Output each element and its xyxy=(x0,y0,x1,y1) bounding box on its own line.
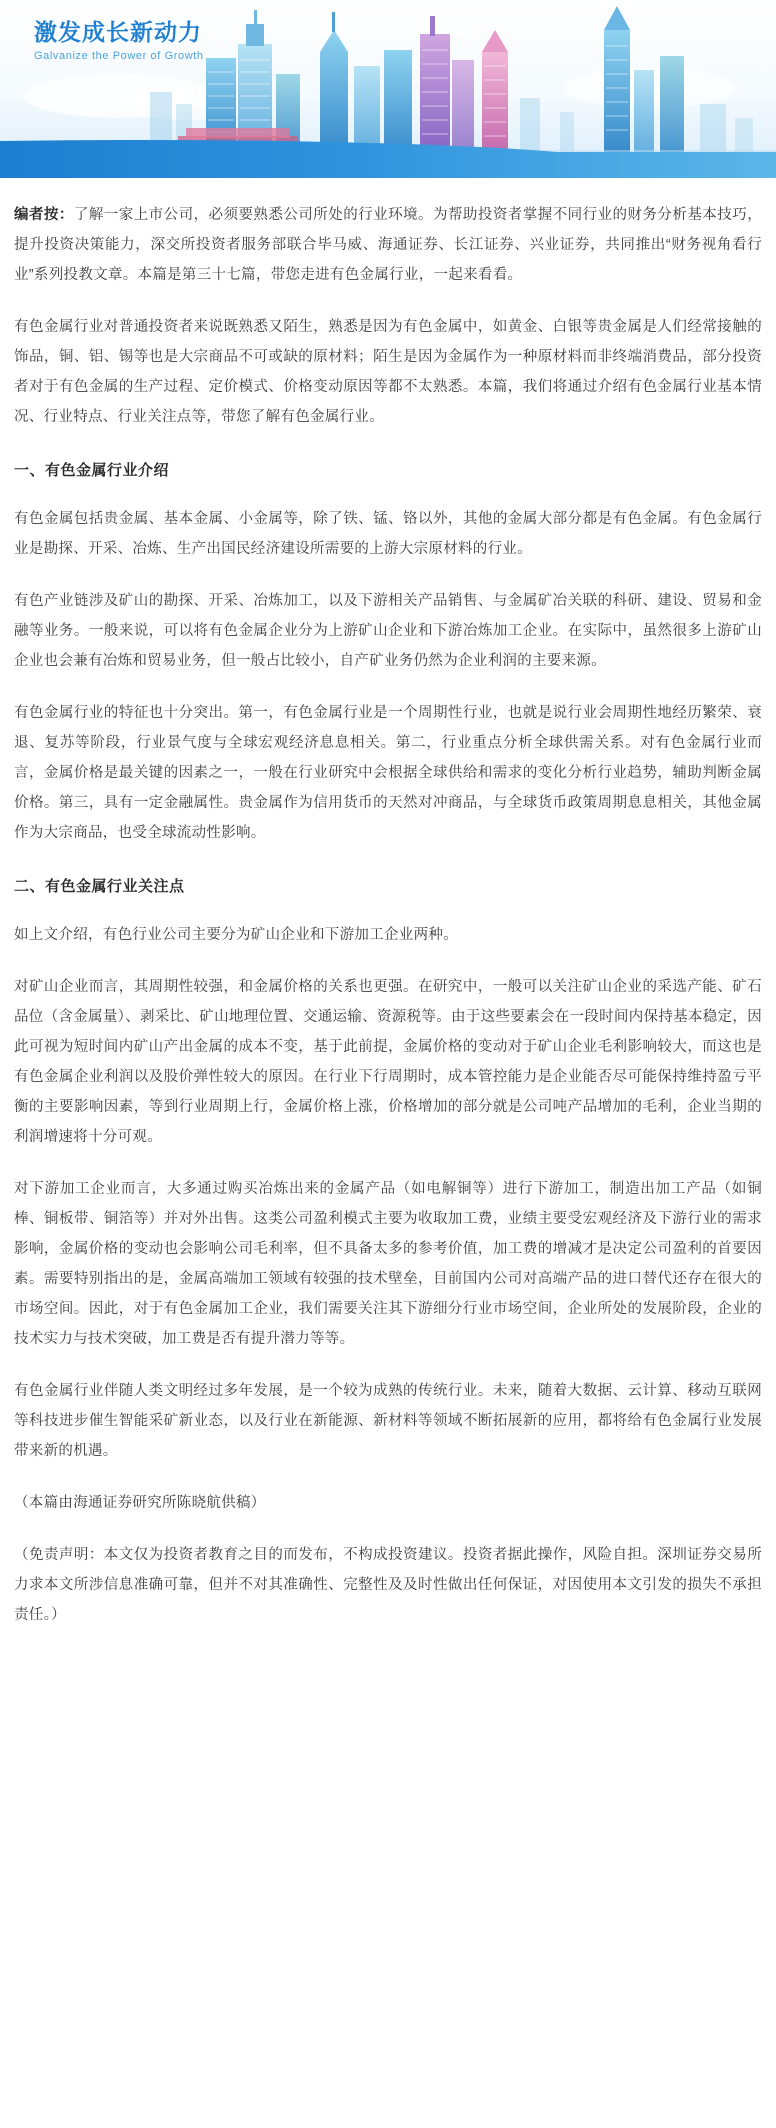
editor-note-paragraph xyxy=(14,200,762,290)
section-2-paragraph-1: 如上文介绍，有色行业公司主要分为矿山企业和下游加工企业两种。 xyxy=(14,927,458,943)
banner-bottom-bar xyxy=(0,152,776,178)
section-heading-2: 二、有色金属行业关注点 xyxy=(14,878,185,895)
section-2-paragraph-3: 对下游加工企业而言，大多通过购买冶炼出来的金属产品（如电解铜等）进行下游加工，制造出加工产品（如铜棒、铜板带、铜箔等）并对外出售。这类公司盈利模式主要为收取加工费，业绩主要受宏观经济及下游行业的需求影响，金属价格的变动也会影响公司毛利率，但不具备太多的参考价值，加工费的增减才是决定公司盈利的首要因素。需要特别指出的是，金属高端加工领域有较强的技术壁垒，目前国内公司对高端产品的进口替代还存在很大的市场空间。因此，对于有色金属加工企业，我们需要关注其下游细分行业市场空间，企业所处的发展阶段，企业的技术实力与技术突破，加工费是否有提升潜力等等。 xyxy=(14,1181,762,1347)
editor-note-text: 了解一家上市公司，必须要熟悉公司所处的行业环境。为帮助投资者掌握不同行业的财务分析基本技巧，提升投资决策能力，深交所投资者服务部联合毕马威、海通证券、长江证券、兴业证券，共同推出“财务视角看行业”系列投教文章。本篇是第三十七篇，带您走进有色金属行业，一起来看看。 xyxy=(14,207,763,283)
banner xyxy=(0,0,776,178)
editor-note-label: 编者按： xyxy=(14,207,74,223)
section-heading-1: 一、有色金属行业介绍 xyxy=(14,462,170,479)
article-content xyxy=(0,178,776,1660)
section-1-paragraph-2: 有色产业链涉及矿山的勘探、开采、冶炼加工，以及下游相关产品销售、与金属矿冶关联的科研、建设、贸易和金融等业务。一般来说，可以将有色金属企业分为上游矿山企业和下游冶炼加工企业。在实际中，虽然很多上游矿山企业也会兼有冶炼和贸易业务，但一般占比较小，自产矿业务仍然为企业利润的主要来源。 xyxy=(14,593,762,669)
source-note: （本篇由海通证券研究所陈晓航供稿） xyxy=(14,1495,266,1511)
banner-title-group xyxy=(34,18,204,62)
section-1-paragraph-1: 有色金属包括贵金属、基本金属、小金属等，除了铁、锰、铬以外，其他的金属大部分都是有色金属。有色金属行业是勘探、开采、冶炼、生产出国民经济建设所需要的上游大宗原材料的行业。 xyxy=(14,511,762,557)
intro-paragraph: 有色金属行业对普通投资者来说既熟悉又陌生，熟悉是因为有色金属中，如黄金、白银等贵金属是人们经常接触的饰品，铜、铝、锡等也是大宗商品不可或缺的原材料；陌生是因为金属作为一种原材料而非终端消费品，部分投资者对于有色金属的生产过程、定价模式、价格变动原因等都不太熟悉。本篇，我们将通过介绍有色金属行业基本情况、行业特点、行业关注点等，带您了解有色金属行业。 xyxy=(14,319,762,425)
section-1-paragraph-3: 有色金属行业的特征也十分突出。第一，有色金属行业是一个周期性行业，也就是说行业会周期性地经历繁荣、衰退、复苏等阶段，行业景气度与全球宏观经济息息相关。第二，行业重点分析全球供需关系。对有色金属行业而言，金属价格是最关键的因素之一，一般在行业研究中会根据全球供给和需求的变化分析行业趋势，辅助判断金属价格。第三，具有一定金融属性。贵金属作为信用货币的天然对冲商品，与全球货币政策周期息息相关，其他金属作为大宗商品，也受全球流动性影响。 xyxy=(14,705,762,841)
section-2-paragraph-4: 有色金属行业伴随人类文明经过多年发展，是一个较为成熟的传统行业。未来，随着大数据、云计算、移动互联网等科技进步催生智能采矿新业态，以及行业在新能源、新材料等领域不断拓展新的应用，都将给有色金属行业发展带来新的机遇。 xyxy=(14,1383,762,1459)
banner-title-en: Galvanize the Power of Growth xyxy=(34,50,204,62)
disclaimer-note: （免责声明：本文仅为投资者教育之目的而发布，不构成投资建议。投资者据此操作，风险自担。深圳证券交易所力求本文所涉信息准确可靠，但并不对其准确性、完整性及及时性做出任何保证，对因使用本文引发的损失不承担责任。） xyxy=(14,1547,762,1623)
section-2-paragraph-2: 对矿山企业而言，其周期性较强，和金属价格的关系也更强。在研究中，一般可以关注矿山企业的采选产能、矿石品位（含金属量）、剥采比、矿山地理位置、交通运输、资源税等。由于这些要素会在一段时间内保持基本稳定，因此可视为短时间内矿山产出金属的成本不变，基于此前提，金属价格的变动对于矿山企业毛利影响较大，而这也是有色金属企业利润以及股价弹性较大的原因。在行业下行周期时，成本管控能力是企业能否尽可能保持维持盈亏平衡的主要影响因素，等到行业周期上行，金属价格上涨，价格增加的部分就是公司吨产品增加的毛利，企业当期的利润增速将十分可观。 xyxy=(14,979,762,1145)
banner-title-cn: 激发成长新动力 xyxy=(34,19,202,45)
